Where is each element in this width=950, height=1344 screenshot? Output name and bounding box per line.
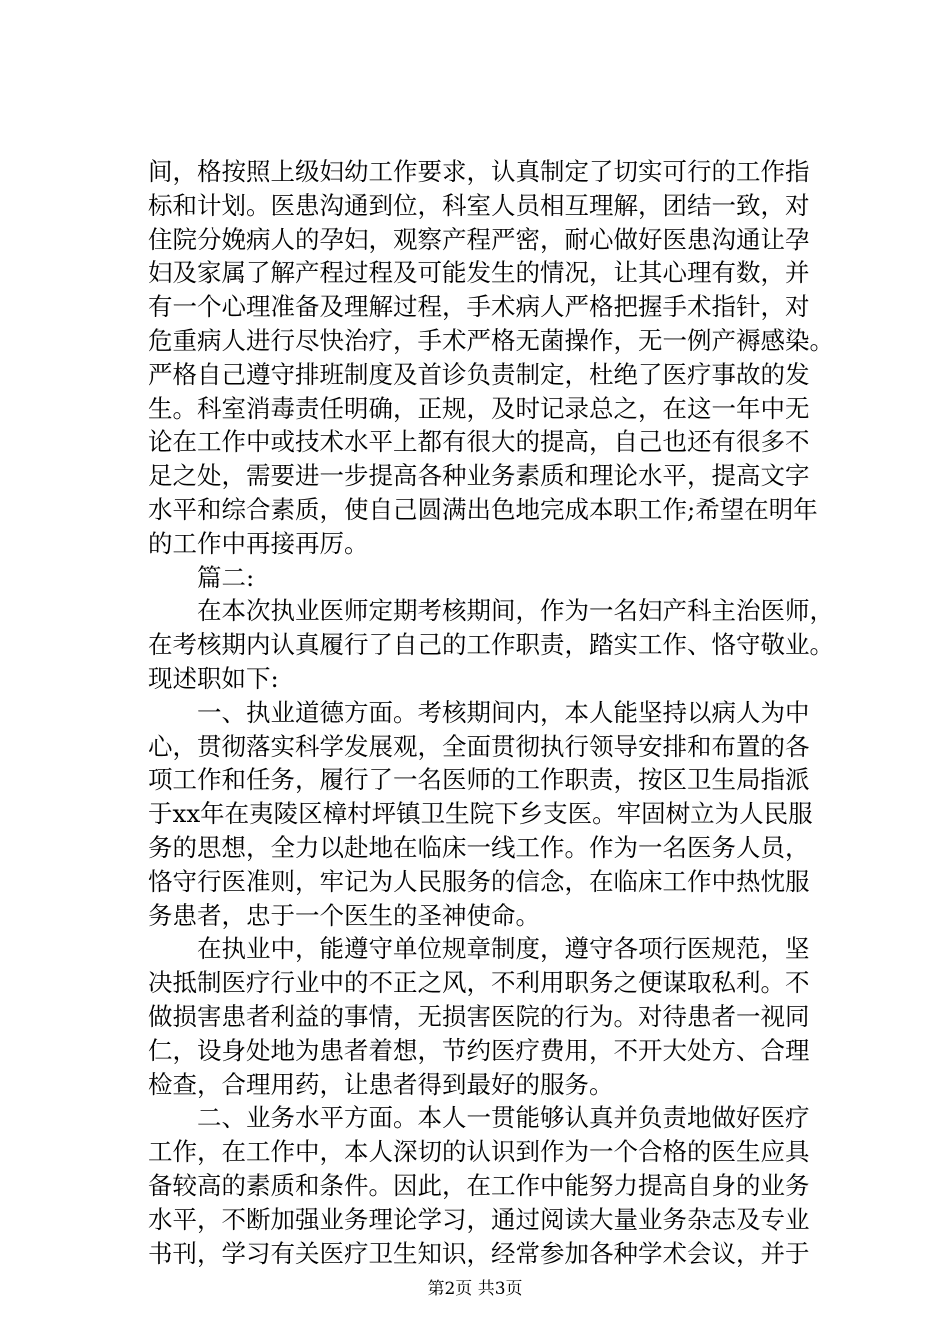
text-line: 住院分娩病人的孕妇，观察产程严密，耐心做好医患沟通让孕 bbox=[148, 224, 810, 254]
text-line: 决抵制医疗行业中的不正之风，不利用职务之便谋取私利。不 bbox=[148, 968, 810, 998]
text-line: 一、执业道德方面。考核期间内，本人能坚持以病人为中 bbox=[148, 697, 810, 727]
text-line: 仁，设身处地为患者着想，节约医疗费用，不开大处方、合理 bbox=[148, 1035, 810, 1065]
text-line: 书刊，学习有关医疗卫生知识，经常参加各种学术会议，并于 bbox=[148, 1238, 810, 1268]
text-line: 务患者，忠于一个医生的圣神使命。 bbox=[148, 900, 540, 930]
text-line: 水平和综合素质，使自己圆满出色地完成本职工作;希望在明年 bbox=[148, 494, 818, 524]
text-line: 工作，在工作中，本人深切的认识到作为一个合格的医生应具 bbox=[148, 1137, 810, 1167]
section-heading: 篇二: bbox=[148, 562, 255, 592]
text-line: 心，贯彻落实科学发展观，全面贯彻执行领导安排和布置的各 bbox=[148, 731, 810, 761]
text-line: 生。科室消毒责任明确，正规，及时记录总之，在这一年中无 bbox=[148, 393, 810, 423]
text-line: 严格自己遵守排班制度及首诊负责制定，杜绝了医疗事故的发 bbox=[148, 359, 810, 389]
text-line: 间，格按照上级妇幼工作要求，认真制定了切实可行的工作指 bbox=[148, 157, 810, 186]
text-line: 的工作中再接再厉。 bbox=[148, 528, 369, 558]
body-text bbox=[148, 155, 838, 1270]
text-line: 备较高的素质和条件。因此，在工作中能努力提高自身的业务 bbox=[148, 1170, 810, 1200]
text-line: 妇及家属了解产程过程及可能发生的情况，让其心理有数，并 bbox=[148, 258, 810, 288]
text-line: 足之处，需要进一步提高各种业务素质和理论水平，提高文字 bbox=[148, 461, 810, 491]
text-line: 做损害患者利益的事情，无损害医院的行为。对待患者一视同 bbox=[148, 1001, 810, 1031]
text-line: 检查，合理用药，让患者得到最好的服务。 bbox=[148, 1069, 614, 1099]
text-line: 现述职如下: bbox=[148, 663, 279, 693]
text-line: 在执业中，能遵守单位规章制度，遵守各项行医规范，坚 bbox=[148, 934, 810, 964]
text-line: 危重病人进行尽快治疗，手术严格无菌操作，无一例产褥感染。 bbox=[148, 325, 834, 355]
text-line: 有一个心理准备及理解过程，手术病人严格把握手术指针，对 bbox=[148, 292, 810, 322]
text-line: 于xx年在夷陵区樟村坪镇卫生院下乡支医。牢固树立为人民服 bbox=[148, 799, 813, 829]
text-line: 务的思想，全力以赴地在临床一线工作。作为一名医务人员， bbox=[148, 832, 810, 862]
text-line: 水平，不断加强业务理论学习，通过阅读大量业务杂志及专业 bbox=[148, 1204, 810, 1234]
text-line: 项工作和任务，履行了一名医师的工作职责，按区卫生局指派 bbox=[148, 765, 810, 795]
text-line: 标和计划。医患沟通到位，科室人员相互理解，团结一致，对 bbox=[148, 190, 810, 220]
text-line: 二、业务水平方面。本人一贯能够认真并负责地做好医疗 bbox=[148, 1103, 810, 1133]
text-line: 在本次执业医师定期考核期间，作为一名妇产科主治医师， bbox=[148, 596, 834, 626]
text-line: 论在工作中或技术水平上都有很大的提高，自己也还有很多不 bbox=[148, 427, 810, 457]
text-line: 在考核期内认真履行了自己的工作职责，踏实工作、恪守敬业。 bbox=[148, 630, 834, 660]
text-line: 恪守行医准则，牢记为人民服务的信念，在临床工作中热忱服 bbox=[148, 866, 810, 896]
page-footer: 第2页 共3页 bbox=[427, 1279, 523, 1299]
